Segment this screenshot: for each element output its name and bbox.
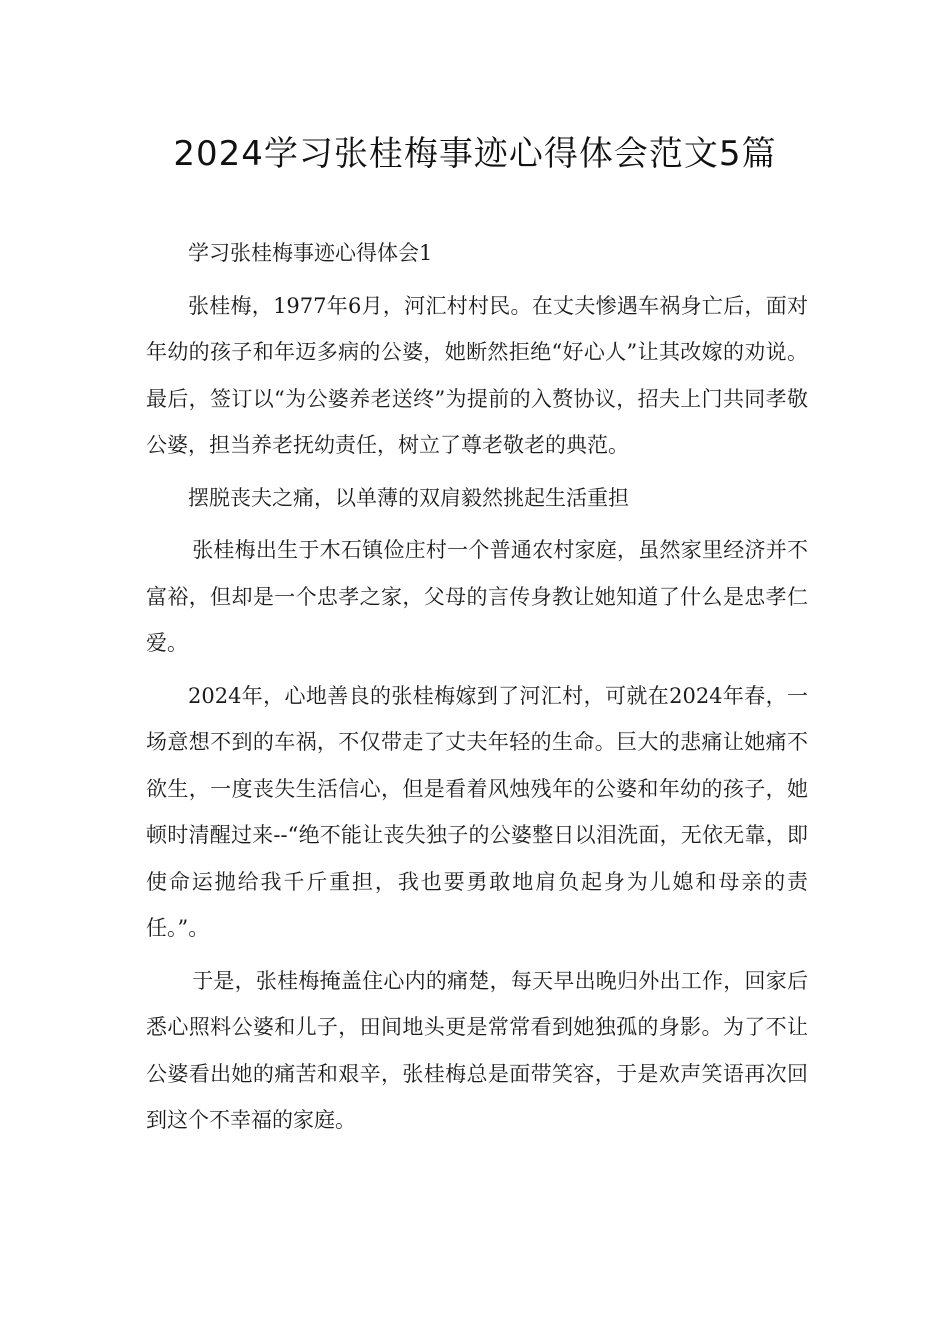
section-heading: 学习张桂梅事迹心得体会1 (188, 241, 433, 265)
subheading: 摆脱丧夫之痛，以单薄的双肩毅然挑起生活重担 (188, 485, 629, 510)
paragraph: 张桂梅出生于木石镇俭庄村一个普通农村家庭，虽然家里经济并不富裕，但却是一个忠孝之家，父母的言传身教让她知道了什么是忠孝仁爱。 (146, 538, 808, 655)
paragraph: 于是，张桂梅掩盖住心内的痛楚，每天早出晚归外出工作，回家后悉心照料公婆和儿子，田间地头更是常常看到她独孤的身影。为了不让公婆看出她的痛苦和艰辛，张桂梅总是面带笑容，于是欢声笑语再次回到这个不幸福的家庭。 (146, 968, 808, 1132)
paragraph: 张桂梅，1977年6月，河汇村村民。在丈夫惨遇车祸身亡后，面对年幼的孩子和年迈多病的公婆，她断然拒绝“好心人”让其改嫁的劝说。最后，签订以“为公婆养老送终”为提前的入赘协议，招夫上门共同孝敬公婆，担当养老抚幼责任，树立了尊老敬老的典范。 (146, 293, 808, 457)
paragraph: 2024年，心地善良的张桂梅嫁到了河汇村，可就在2024年春，一场意想不到的车祸，不仅带走了丈夫年轻的生命。巨大的悲痛让她痛不欲生，一度丧失生活信心，但是看着风烛残年的公婆和年幼的孩子，她顿时清醒过来--“绝不能让丧失独子的公婆整日以泪洗面，无依无靠，即使命运抛给我千斤重担，我也要勇敢地肩负起身为儿媳和母亲的责任。”。 (146, 683, 808, 940)
document-title: 2024学习张桂梅事迹心得体会范文5篇 (173, 134, 777, 174)
document-body (146, 230, 808, 1144)
